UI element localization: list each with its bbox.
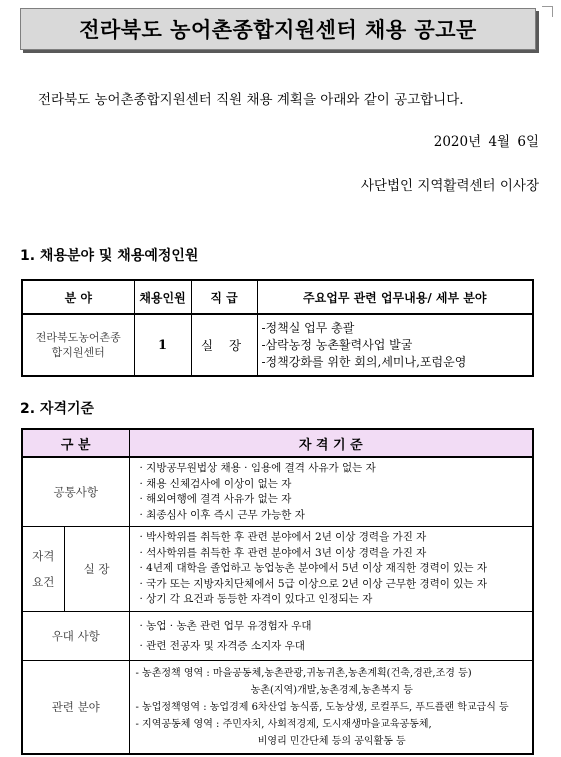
table-row xyxy=(22,661,533,755)
table-row xyxy=(22,527,533,612)
qualification-items xyxy=(129,527,533,612)
list-item: · 국가 또는 지방자치단체에서 5급 이상으로 2년 이상 근무한 경력이 있는 자 xyxy=(139,577,488,590)
common-items xyxy=(129,457,533,527)
related-label: 관련 분야 xyxy=(22,661,129,755)
list-item: · 관련 전공자 및 자격증 소지자 우대 xyxy=(139,640,305,652)
qualification-label-line: 요건 xyxy=(32,575,55,589)
header-criteria: 자 격 기 준 xyxy=(129,429,533,457)
list-item: · 석사학위를 취득한 후 관련 분야에서 3년 이상 경력을 가진 자 xyxy=(139,546,427,559)
preference-label: 우대 사항 xyxy=(22,612,129,661)
list-item: · 박사학위를 취득한 후 관련 분야에서 2년 이상 경력을 가진 자 xyxy=(139,531,427,544)
field-line: 합지원센터 xyxy=(51,346,105,359)
qualification-table xyxy=(21,428,534,755)
field-cell xyxy=(22,314,134,376)
list-item: - 지역공동체 영역 : 주민자치, 사회적경제, 도시재생마을교육공동체, xyxy=(135,718,432,730)
title-banner xyxy=(20,8,536,50)
list-item: 비영리 민간단체 등의 공익활동 등 xyxy=(257,735,406,747)
list-item: - 농촌정책 영역 : 마을공동체,농촌관광,귀농귀촌,농촌계획(건축,경관,조경 등) xyxy=(135,667,472,679)
duty-item: -정책강화를 위한 회의,세미나,포럼운영 xyxy=(261,354,467,369)
list-item: · 채용 신체검사에 이상이 없는 자 xyxy=(139,477,292,490)
header-count: 채용인원 xyxy=(134,280,191,314)
list-item: 농촌(지역)개발,농촌경제,농촌복지 등 xyxy=(250,684,413,696)
list-item: - 농업정책영역 : 농업경제 6차산업 농식품, 도농상생, 로컬푸드, 푸드플랜 학교급식 등 xyxy=(135,701,509,713)
related-items xyxy=(129,661,533,755)
duties-cell xyxy=(257,314,533,376)
rank-cell: 실 장 xyxy=(191,314,257,376)
list-item: · 최종심사 이후 즉시 근무 가능한 자 xyxy=(139,508,305,521)
header-duties: 주요업무 관련 업무내용/ 세부 분야 xyxy=(257,280,533,314)
announcement-date: 2020년 4월 6일 xyxy=(433,134,539,150)
table-row xyxy=(22,457,533,527)
list-item: · 지방공무원법상 채용 · 임용에 결격 사유가 없는 자 xyxy=(139,462,376,474)
issuer-org: 사단법인 지역활력센터 이사장 xyxy=(360,178,539,194)
table-row xyxy=(22,612,533,661)
list-item: · 4년제 대학을 졸업하고 농업농촌 분야에서 5년 이상 재직한 경력이 있는 자 xyxy=(139,562,488,575)
list-item: · 상기 각 요건과 동등한 자격이 있다고 인정되는 자 xyxy=(139,593,373,606)
qualification-header-row xyxy=(22,429,533,457)
common-label: 공통사항 xyxy=(22,457,129,527)
count-cell: 1 xyxy=(134,314,191,376)
duty-item: -삼락농정 농촌활력사업 발굴 xyxy=(261,337,413,352)
qualification-sub-label: 실 장 xyxy=(64,527,129,612)
section1-heading: 1. 채용분야 및 채용예정인원 xyxy=(20,248,199,264)
field-line: 전라북도농어촌종 xyxy=(35,331,121,344)
list-item: · 농업 · 농촌 관련 업무 유경험자 우대 xyxy=(139,620,312,632)
preference-items xyxy=(129,612,533,661)
header-rank: 직 급 xyxy=(191,280,257,314)
table-row xyxy=(22,314,533,376)
recruitment-header-row xyxy=(22,280,533,314)
header-field: 분 야 xyxy=(22,280,134,314)
qualification-label xyxy=(22,527,64,612)
qualification-label-line: 자격 xyxy=(32,549,55,563)
intro-text: 전라북도 농어촌종합지원센터 직원 채용 계획을 아래와 같이 공고합니다. xyxy=(38,92,464,108)
section2-heading: 2. 자격기준 xyxy=(20,401,95,417)
duty-item: -정책실 업무 총괄 xyxy=(261,320,355,335)
page-title: 전라북도 농어촌종합지원센터 채용 공고문 xyxy=(79,18,477,42)
header-category: 구 분 xyxy=(22,429,129,457)
list-item: · 해외여행에 결격 사유가 없는 자 xyxy=(139,493,292,505)
recruitment-table xyxy=(21,279,534,377)
page-corner-mark xyxy=(542,6,553,17)
